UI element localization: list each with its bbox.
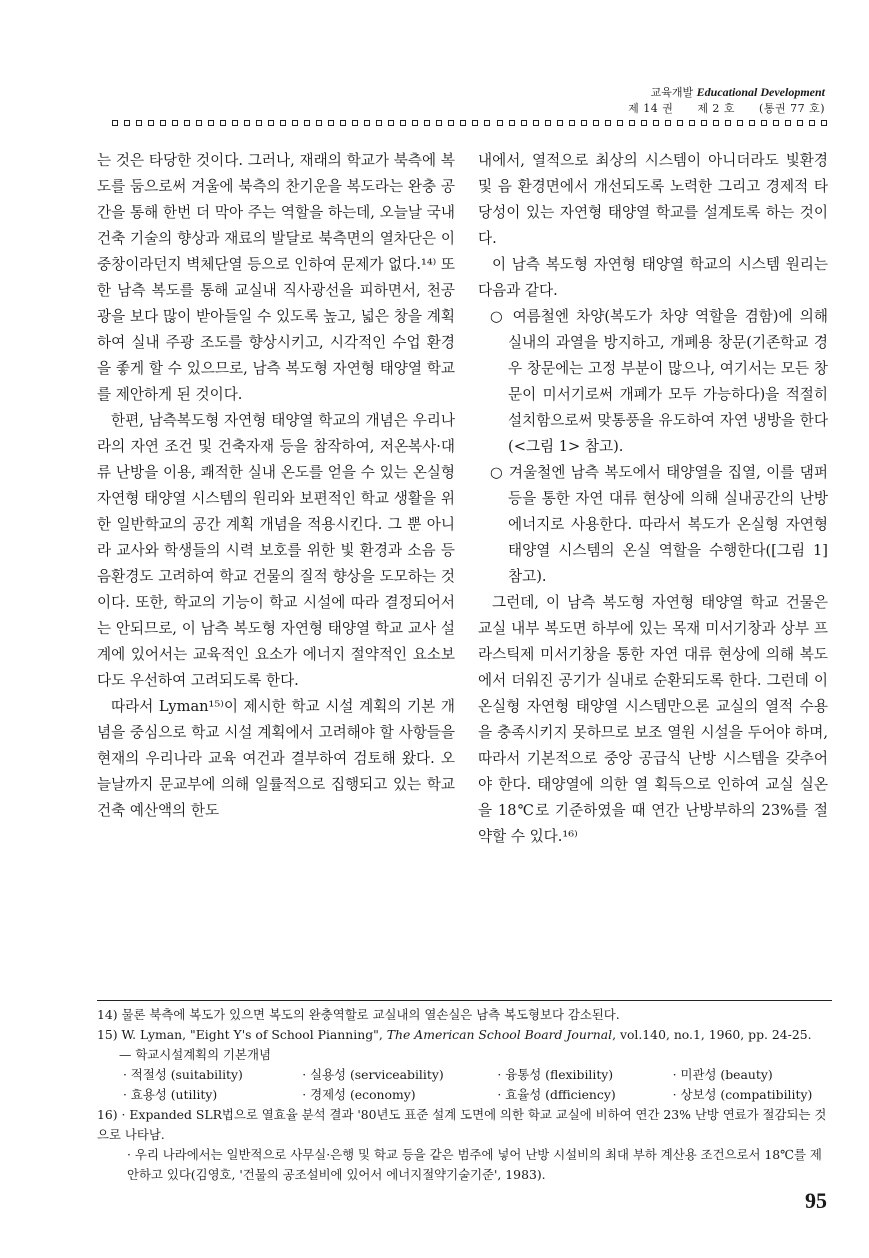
- divider-dot: [172, 120, 178, 126]
- winter-principle-item: ○ 겨울철엔 남측 복도에서 태양열을 집열, 이를 댐퍼 등을 통한 자연 대류 현상에 의해 실내공간의 난방 에너지로 사용한다. 따라서 복도가 온실형 자연형 태양열 시스템의 온실 역할을 수행한다([그림 1] 참고).: [490, 464, 828, 585]
- divider-dot: [713, 120, 719, 126]
- footnote-15-citation: , vol.140, no.1, 1960, pp. 24-25.: [612, 1027, 812, 1042]
- criterion-compatibility: · 상보성 (compatibility): [672, 1087, 813, 1102]
- divider-dot: [184, 120, 190, 126]
- footnote-15-subheading: — 학교시설계획의 기본개념: [119, 1047, 271, 1062]
- divider-dot: [773, 120, 779, 126]
- divider-dot: [809, 120, 815, 126]
- criteria-row-2: [97, 1085, 832, 1105]
- divider-dot: [412, 120, 418, 126]
- divider-dot: [472, 120, 478, 126]
- footnote-16-b: · 우리 나라에서는 일반적으로 사무실·은행 및 학교 등을 같은 범주에 넣어 난방 시설비의 최대 부하 계산용 조건으로서 18℃를 제안하고 있다(김영호, '건물의 공조설비에 있어서 에너지절약기술기준', 1983).: [127, 1147, 822, 1182]
- divider-dot: [124, 120, 130, 126]
- divider-dot: [304, 120, 310, 126]
- left-paragraph-1: 는 것은 타당한 것이다. 그러나, 재래의 학교가 북측에 복도를 둠으로써 겨울에 북측의 찬기운을 복도라는 완충 공간을 통해 한번 더 막아 주는 역할을 하는데, 오늘날 국내 건축 기술의 향상과 재료의 발달로 북측면의 열차단은 이중창이라던지 벽체단열 등으로 인하여 문제가 없다.¹⁴⁾ 또한 남측 복도를 통해 교실내 직사광선을 피하면서, 천공광을 보다 많이 받아들일 수 있도록 높고, 넓은 창을 계획하여 실내 주광 조도를 향상시키고, 시각적인 수업 환경을 좋게 할 수 있으므로, 남측 복도형 자연형 태양열 학교를 제안하게 된 것이다.: [97, 152, 455, 403]
- issue-label: 제 2 호: [697, 102, 736, 115]
- divider-dot: [605, 120, 611, 126]
- journal-name: [628, 84, 825, 101]
- divider-dot: [653, 120, 659, 126]
- volume-label: 제 14 권: [628, 102, 674, 115]
- right-paragraph-2: 이 남측 복도형 자연형 태양열 학교의 시스템 원리는 다음과 같다.: [478, 256, 828, 299]
- divider-dot: [256, 120, 262, 126]
- footnotes: [97, 1000, 832, 1185]
- divider-dot: [364, 120, 370, 126]
- divider-dot: [280, 120, 286, 126]
- divider-dot: [725, 120, 731, 126]
- criterion-economy: · 경제성 (economy): [302, 1087, 416, 1102]
- divider-dot: [244, 120, 250, 126]
- divider-dot: [569, 120, 575, 126]
- divider-dot: [737, 120, 743, 126]
- divider-dot: [208, 120, 214, 126]
- divider-dot: [460, 120, 466, 126]
- divider-dot: [400, 120, 406, 126]
- total-issue-label: (통권 77 호): [759, 102, 825, 115]
- divider-dot: [677, 120, 683, 126]
- divider-dot: [629, 120, 635, 126]
- criterion-serviceability: · 실용성 (serviceability): [302, 1067, 444, 1082]
- divider-dot: [112, 120, 118, 126]
- left-paragraph-2: 한편, 남측복도형 자연형 태양열 학교의 개념은 우리나라의 자연 조건 및 건축자재 등을 참작하여, 저온복사·대류 난방을 이용, 쾌적한 실내 온도를 얻을 수 있는 온실형 자연형 태양열 시스템의 원리와 보편적인 학교 생활을 위한 일반학교의 공간 계획 개념을 적용시킨다. 그 뿐 아니라 교사와 학생들의 시력 보호를 위한 빛 환경과 소음 등 음환경도 고려하여 학교 건물의 질적 향상을 도모하는 것이다. 또한, 학교의 기능이 학교 시설에 따라 결정되어서는 안되므로, 이 남측 복도형 자연형 태양열 학교 교사 설계에 있어서는 교육적인 요소가 에너지 절약적인 요소보다도 우선하여 고려되도록 한다.: [97, 412, 455, 689]
- divider-dot: [701, 120, 707, 126]
- divider-dot: [436, 120, 442, 126]
- criteria-row-1: [97, 1065, 832, 1085]
- divider-dot: [749, 120, 755, 126]
- issue-info: [628, 101, 825, 117]
- divider-dot: [509, 120, 515, 126]
- divider-dot: [689, 120, 695, 126]
- divider-dot: [641, 120, 647, 126]
- divider-dot: [761, 120, 767, 126]
- right-paragraph-3: 그런데, 이 남측 복도형 자연형 태양열 학교 건물은 교실 내부 복도면 하부에 있는 목재 미서기창과 상부 프라스틱제 미서기창을 통한 자연 대류 현상에 의해 복도에서 더워진 공기가 실내로 순환되도록 한다. 그런데 이 온실형 자연형 태양열 시스템만으론 교실의 열적 수용을 충족시키지 못하므로 보조 열원 시설을 두어야 하며, 따라서 기본적으로 중앙 공급식 난방 시스템을 갖추어야 한다. 태양열에 의한 열 획득으로 인하여 교실 실온을 18℃로 기준하였을 때 연간 난방부하의 23%를 절약할 수 있다.¹⁶⁾: [478, 594, 828, 845]
- divider-dot: [557, 120, 563, 126]
- divider-dot: [232, 120, 238, 126]
- divider-dot: [352, 120, 358, 126]
- journal-name-ko: 교육개발: [650, 86, 694, 99]
- divider-dot: [340, 120, 346, 126]
- divider-dot: [497, 120, 503, 126]
- footnote-16-a: 16) · Expanded SLR법으로 열효율 분석 결과 '80년도 표준 설계 도면에 의한 학교 교실에 비하여 연간 23% 난방 연료가 절감되는 것으로 나타남.: [97, 1107, 827, 1142]
- divider-dot: [220, 120, 226, 126]
- divider-dot: [785, 120, 791, 126]
- left-paragraph-3: 따라서 Lyman¹⁵⁾이 제시한 학교 시설 계획의 기본 개념을 중심으로 학교 시설 계획에서 고려해야 할 사항들을 현재의 우리나라 교육 여건과 결부하여 검토해 왔다. 오늘날까지 문교부에 의해 일률적으로 집행되고 있는 학교 건축 예산액의 한도: [97, 698, 455, 819]
- criterion-beauty: · 미관성 (beauty): [672, 1067, 773, 1082]
- header-dot-divider: [112, 120, 827, 128]
- divider-dot: [797, 120, 803, 126]
- page-number: 95: [805, 1188, 827, 1213]
- footnote-15-author-title: 15) W. Lyman, "Eight Y's of School Pianning",: [97, 1027, 383, 1042]
- divider-dot: [388, 120, 394, 126]
- divider-dot: [545, 120, 551, 126]
- footnote-15: [97, 1025, 832, 1045]
- criterion-flexibility: · 융통성 (flexibility): [497, 1067, 614, 1082]
- criterion-efficiency: · 효율성 (dfficiency): [497, 1087, 616, 1102]
- divider-dot: [196, 120, 202, 126]
- left-column: [97, 148, 455, 824]
- divider-dot: [521, 120, 527, 126]
- criterion-suitability: · 적절성 (suitability): [123, 1067, 243, 1082]
- divider-dot: [136, 120, 142, 126]
- divider-dot: [316, 120, 322, 126]
- divider-dot: [148, 120, 154, 126]
- divider-dot: [533, 120, 539, 126]
- divider-dot: [448, 120, 454, 126]
- divider-dot: [268, 120, 274, 126]
- divider-dot: [665, 120, 671, 126]
- right-column: [478, 148, 828, 850]
- criterion-utility: · 효용성 (utility): [123, 1087, 218, 1102]
- footnote-14: 14) 물론 북측에 복도가 있으면 복도의 완충역할로 교실내의 열손실은 남측 복도형보다 감소된다.: [97, 1007, 620, 1022]
- journal-name-en: Educational Development: [696, 85, 825, 99]
- footnote-15-journal: The American School Board Journal: [386, 1027, 613, 1042]
- divider-dot: [821, 120, 827, 126]
- divider-dot: [617, 120, 623, 126]
- divider-dot: [160, 120, 166, 126]
- divider-dot: [424, 120, 430, 126]
- divider-dot: [484, 120, 490, 126]
- divider-dot: [292, 120, 298, 126]
- divider-dot: [581, 120, 587, 126]
- right-paragraph-1: 내에서, 열적으로 최상의 시스템이 아니더라도 빛환경 및 음 환경면에서 개선되도록 노력한 그리고 경제적 타당성이 있는 자연형 태양열 학교를 설계토록 하는 것이다.: [478, 152, 828, 247]
- divider-dot: [376, 120, 382, 126]
- running-header: [628, 84, 825, 117]
- divider-dot: [593, 120, 599, 126]
- divider-dot: [328, 120, 334, 126]
- summer-principle-item: ○ 여름철엔 차양(복도가 차양 역할을 겸함)에 의해 실내의 과열을 방지하고, 개폐용 창문(기존학교 경우 창문에는 고정 부분이 많으나, 여기서는 모든 창문이 미서기로써 개폐가 모두 가능하다)을 적절히 설치함으로써 맞통풍을 유도하여 자연 냉방을 한다(<그림 1> 참고).: [490, 308, 828, 455]
